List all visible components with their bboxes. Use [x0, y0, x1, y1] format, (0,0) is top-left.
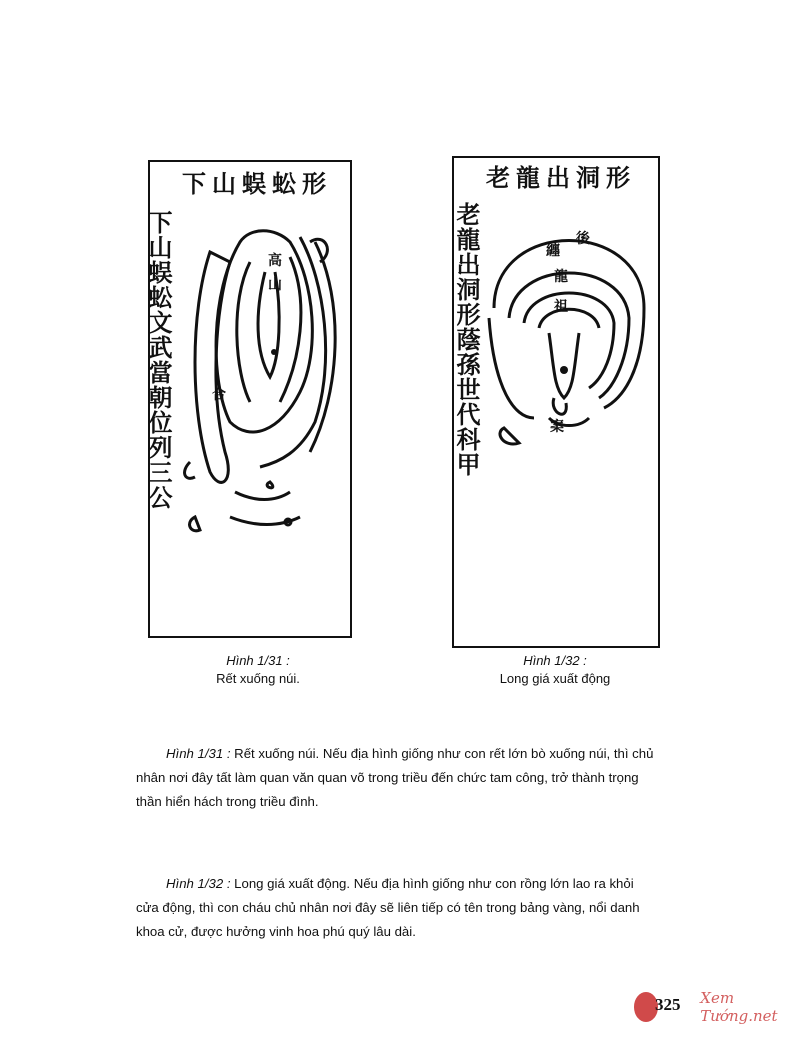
paragraph-text: Long giá xuất động. Nếu địa hình giống như con rồng lớn lao ra khỏi cửa động, thì con cháu chủ nhân nơi đây sẽ liên tiếp có tên trong bảng vàng, nổi danh khoa cử, được hưởng vinh hoa phú quý lâu dài.: [136, 876, 640, 939]
paragraph-1-31: [136, 742, 660, 814]
caption-name: Long giá xuất động: [499, 671, 611, 686]
inner-char-5: 案: [550, 419, 564, 435]
watermark-text: Xem Tướng.net: [700, 989, 778, 1025]
inner-char-2: 山: [268, 277, 282, 293]
figure-1-31-caption: [208, 652, 308, 688]
figure-1-31-title: 下山蜈蚣形: [182, 169, 332, 198]
figure-1-32-frame: [452, 156, 660, 648]
inner-char-4: 祖: [554, 299, 568, 315]
inner-char-3: 合: [212, 387, 226, 403]
caption-name: Rết xuống núi.: [216, 671, 300, 686]
inner-char-2: 纏: [546, 243, 560, 259]
caption-number: Hình 1/31 :: [226, 653, 290, 668]
dragon-illustration: [454, 158, 658, 646]
page-number: 325: [655, 995, 681, 1014]
inner-char-3: 龍: [554, 269, 568, 285]
paragraph-text: Rết xuống núi. Nếu địa hình giống như con rết lớn bò xuống núi, thì chủ nhân nơi đây tất làm quan văn quan võ trong triều đến chức tam công, trở thành trọng thần hiển hách trong triều đình.: [136, 746, 654, 809]
figure-1-32-caption: [470, 652, 640, 688]
centipede-illustration: [150, 162, 350, 636]
inner-char-1: 高: [268, 253, 282, 269]
figure-1-31-side-text: 下山蜈蚣文武當朝位列三公: [144, 210, 173, 510]
paragraph-label: Hình 1/31 :: [166, 746, 231, 761]
figure-1-32-side-text: 老龍出洞形蔭孫世代科甲: [452, 202, 481, 477]
figure-1-32-title: 老龍出洞形: [486, 163, 636, 192]
paragraph-1-32: [136, 872, 660, 944]
caption-number: Hình 1/32 :: [523, 653, 587, 668]
paragraph-label: Hình 1/32 :: [166, 876, 231, 891]
inner-char-1: 後: [576, 231, 590, 247]
figure-1-31-frame: [144, 160, 352, 638]
